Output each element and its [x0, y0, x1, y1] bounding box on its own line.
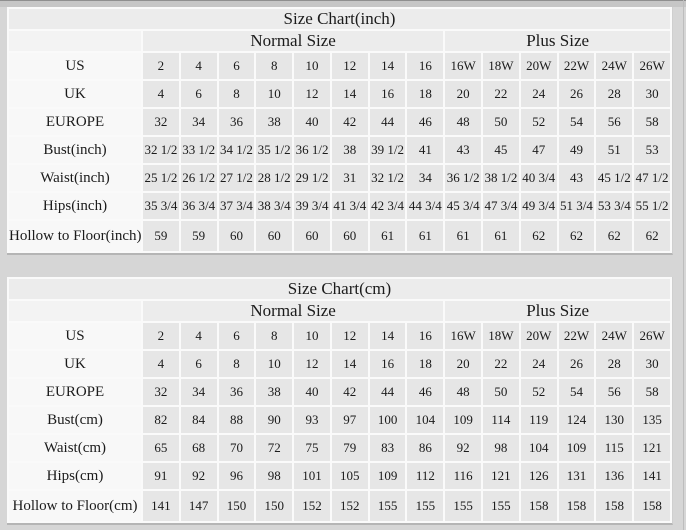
size-value-cell: 24W: [596, 323, 632, 349]
size-value-cell: 60: [219, 221, 255, 251]
size-value-cell: 34: [181, 379, 217, 405]
size-value-cell: 100: [370, 407, 406, 433]
table-row: [9, 81, 670, 107]
size-value-cell: 92: [445, 435, 481, 461]
size-value-cell: 53: [634, 137, 670, 163]
column-group-row: [9, 31, 670, 51]
size-value-cell: 104: [521, 435, 557, 461]
size-value-cell: 91: [143, 463, 179, 489]
size-value-cell: 92: [181, 463, 217, 489]
size-value-cell: 45: [483, 137, 519, 163]
size-value-cell: 8: [219, 81, 255, 107]
size-value-cell: 42 3/4: [370, 193, 406, 219]
size-value-cell: 121: [634, 435, 670, 461]
size-value-cell: 36: [219, 109, 255, 135]
size-value-cell: 150: [256, 491, 292, 521]
size-value-cell: 25 1/2: [143, 165, 179, 191]
table-title-row: [9, 9, 670, 29]
size-value-cell: 42: [332, 109, 368, 135]
size-value-cell: 79: [332, 435, 368, 461]
row-label: EUROPE: [9, 379, 141, 405]
size-value-cell: 62: [521, 221, 557, 251]
size-value-cell: 18W: [483, 53, 519, 79]
size-value-cell: 20W: [521, 323, 557, 349]
size-value-cell: 158: [559, 491, 595, 521]
size-value-cell: 53 3/4: [596, 193, 632, 219]
table-row: [9, 407, 670, 433]
table-row: [9, 351, 670, 377]
size-value-cell: 33 1/2: [181, 137, 217, 163]
size-value-cell: 141: [634, 463, 670, 489]
size-value-cell: 52: [521, 379, 557, 405]
size-value-cell: 18W: [483, 323, 519, 349]
size-value-cell: 98: [256, 463, 292, 489]
size-value-cell: 141: [143, 491, 179, 521]
size-value-cell: 60: [294, 221, 330, 251]
table-title: Size Chart(inch): [9, 9, 670, 29]
size-value-cell: 135: [634, 407, 670, 433]
size-value-cell: 109: [370, 463, 406, 489]
size-value-cell: 16: [370, 351, 406, 377]
size-value-cell: 41: [407, 137, 443, 163]
size-value-cell: 16W: [445, 323, 481, 349]
size-value-cell: 90: [256, 407, 292, 433]
size-value-cell: 26: [559, 351, 595, 377]
table-row: [9, 165, 670, 191]
size-value-cell: 16: [370, 81, 406, 107]
size-value-cell: 4: [143, 351, 179, 377]
size-value-cell: 16: [407, 53, 443, 79]
size-value-cell: 12: [294, 351, 330, 377]
size-value-cell: 47 1/2: [634, 165, 670, 191]
table-row: [9, 53, 670, 79]
size-value-cell: 8: [256, 53, 292, 79]
size-value-cell: 62: [634, 221, 670, 251]
size-value-cell: 10: [294, 323, 330, 349]
size-value-cell: 49 3/4: [521, 193, 557, 219]
size-value-cell: 30: [634, 351, 670, 377]
size-value-cell: 158: [521, 491, 557, 521]
size-value-cell: 50: [483, 109, 519, 135]
size-value-cell: 12: [332, 53, 368, 79]
size-value-cell: 49: [559, 137, 595, 163]
size-value-cell: 109: [445, 407, 481, 433]
size-value-cell: 51 3/4: [559, 193, 595, 219]
size-value-cell: 46: [407, 379, 443, 405]
row-label: UK: [9, 351, 141, 377]
size-value-cell: 104: [407, 407, 443, 433]
size-value-cell: 152: [332, 491, 368, 521]
table-row: [9, 435, 670, 461]
size-value-cell: 61: [370, 221, 406, 251]
size-value-cell: 40: [294, 109, 330, 135]
size-chart-cm-table: [7, 277, 679, 525]
size-value-cell: 34: [407, 165, 443, 191]
size-value-cell: 155: [445, 491, 481, 521]
size-value-cell: 10: [256, 351, 292, 377]
size-value-cell: 116: [445, 463, 481, 489]
size-value-cell: 6: [219, 323, 255, 349]
row-label: Hips(cm): [9, 463, 141, 489]
column-group-header: Normal Size: [143, 31, 443, 51]
size-value-cell: 35 3/4: [143, 193, 179, 219]
size-value-cell: 28 1/2: [256, 165, 292, 191]
size-value-cell: 14: [332, 81, 368, 107]
size-value-cell: 22: [483, 81, 519, 107]
size-value-cell: 14: [332, 351, 368, 377]
size-value-cell: 48: [445, 379, 481, 405]
size-table: [7, 7, 673, 255]
size-value-cell: 83: [370, 435, 406, 461]
row-label: Bust(inch): [9, 137, 141, 163]
size-value-cell: 20: [445, 351, 481, 377]
size-value-cell: 2: [143, 53, 179, 79]
size-value-cell: 6: [181, 81, 217, 107]
size-value-cell: 4: [181, 53, 217, 79]
size-value-cell: 101: [294, 463, 330, 489]
size-value-cell: 62: [559, 221, 595, 251]
size-value-cell: 72: [256, 435, 292, 461]
row-label: Hips(inch): [9, 193, 141, 219]
row-label: US: [9, 323, 141, 349]
size-value-cell: 152: [294, 491, 330, 521]
size-value-cell: 20W: [521, 53, 557, 79]
size-value-cell: 43: [445, 137, 481, 163]
size-value-cell: 65: [143, 435, 179, 461]
size-value-cell: 42: [332, 379, 368, 405]
size-value-cell: 68: [181, 435, 217, 461]
size-value-cell: 44: [370, 379, 406, 405]
size-value-cell: 8: [219, 351, 255, 377]
size-value-cell: 96: [219, 463, 255, 489]
size-value-cell: 155: [407, 491, 443, 521]
size-value-cell: 16: [407, 323, 443, 349]
size-value-cell: 6: [181, 351, 217, 377]
size-value-cell: 109: [559, 435, 595, 461]
size-value-cell: 36 1/2: [294, 137, 330, 163]
size-table: [7, 277, 673, 525]
size-value-cell: 158: [634, 491, 670, 521]
table-title-row: [9, 279, 670, 299]
size-value-cell: 158: [596, 491, 632, 521]
size-value-cell: 61: [445, 221, 481, 251]
size-value-cell: 62: [596, 221, 632, 251]
size-value-cell: 26: [559, 81, 595, 107]
size-value-cell: 136: [596, 463, 632, 489]
size-value-cell: 43: [559, 165, 595, 191]
size-value-cell: 84: [181, 407, 217, 433]
column-group-row: [9, 301, 670, 321]
size-value-cell: 36: [219, 379, 255, 405]
table-row: [9, 137, 670, 163]
size-value-cell: 16W: [445, 53, 481, 79]
size-value-cell: 40 3/4: [521, 165, 557, 191]
size-value-cell: 14: [370, 323, 406, 349]
row-label: Bust(cm): [9, 407, 141, 433]
table-row: [9, 323, 670, 349]
row-label: Waist(inch): [9, 165, 141, 191]
size-value-cell: 39 1/2: [370, 137, 406, 163]
size-value-cell: 45 1/2: [596, 165, 632, 191]
table-row: [9, 463, 670, 489]
size-value-cell: 26 1/2: [181, 165, 217, 191]
row-label: US: [9, 53, 141, 79]
size-value-cell: 56: [596, 109, 632, 135]
size-value-cell: 24: [521, 351, 557, 377]
size-value-cell: 34: [181, 109, 217, 135]
size-value-cell: 20: [445, 81, 481, 107]
row-label: Hollow to Floor(inch): [9, 221, 141, 251]
size-value-cell: 37 3/4: [219, 193, 255, 219]
size-value-cell: 50: [483, 379, 519, 405]
size-value-cell: 54: [559, 109, 595, 135]
size-value-cell: 36 1/2: [445, 165, 481, 191]
page-top-edge: [0, 0, 686, 7]
size-value-cell: 32: [143, 109, 179, 135]
table-row: [9, 193, 670, 219]
size-value-cell: 34 1/2: [219, 137, 255, 163]
size-value-cell: 32: [143, 379, 179, 405]
size-value-cell: 130: [596, 407, 632, 433]
size-value-cell: 48: [445, 109, 481, 135]
size-value-cell: 58: [634, 109, 670, 135]
size-value-cell: 59: [143, 221, 179, 251]
size-value-cell: 39 3/4: [294, 193, 330, 219]
size-value-cell: 60: [256, 221, 292, 251]
size-value-cell: 61: [407, 221, 443, 251]
size-value-cell: 6: [219, 53, 255, 79]
size-value-cell: 75: [294, 435, 330, 461]
size-value-cell: 147: [181, 491, 217, 521]
size-value-cell: 70: [219, 435, 255, 461]
size-value-cell: 8: [256, 323, 292, 349]
size-value-cell: 22W: [559, 323, 595, 349]
size-value-cell: 54: [559, 379, 595, 405]
size-value-cell: 28: [596, 351, 632, 377]
size-chart-inch-table: [7, 7, 679, 255]
column-group-header: Plus Size: [445, 301, 670, 321]
size-value-cell: 105: [332, 463, 368, 489]
size-value-cell: 38: [332, 137, 368, 163]
row-label: Hollow to Floor(cm): [9, 491, 141, 521]
size-value-cell: 28: [596, 81, 632, 107]
column-group-header: Normal Size: [143, 301, 443, 321]
size-value-cell: 24W: [596, 53, 632, 79]
size-value-cell: 12: [294, 81, 330, 107]
size-value-cell: 40: [294, 379, 330, 405]
size-value-cell: 22: [483, 351, 519, 377]
table-row: [9, 491, 670, 521]
size-value-cell: 114: [483, 407, 519, 433]
size-value-cell: 46: [407, 109, 443, 135]
size-value-cell: 150: [219, 491, 255, 521]
size-value-cell: 36 3/4: [181, 193, 217, 219]
table-title: Size Chart(cm): [9, 279, 670, 299]
size-value-cell: 98: [483, 435, 519, 461]
size-value-cell: 44 3/4: [407, 193, 443, 219]
size-value-cell: 38: [256, 379, 292, 405]
size-value-cell: 32 1/2: [370, 165, 406, 191]
size-value-cell: 38 1/2: [483, 165, 519, 191]
size-value-cell: 59: [181, 221, 217, 251]
size-value-cell: 35 1/2: [256, 137, 292, 163]
corner-cell: [9, 31, 141, 51]
row-label: EUROPE: [9, 109, 141, 135]
size-value-cell: 41 3/4: [332, 193, 368, 219]
size-value-cell: 119: [521, 407, 557, 433]
size-value-cell: 4: [181, 323, 217, 349]
size-value-cell: 38: [256, 109, 292, 135]
size-value-cell: 56: [596, 379, 632, 405]
size-value-cell: 97: [332, 407, 368, 433]
size-value-cell: 47 3/4: [483, 193, 519, 219]
row-label: UK: [9, 81, 141, 107]
corner-cell: [9, 301, 141, 321]
row-label: Waist(cm): [9, 435, 141, 461]
size-value-cell: 18: [407, 351, 443, 377]
size-value-cell: 58: [634, 379, 670, 405]
size-value-cell: 131: [559, 463, 595, 489]
size-value-cell: 82: [143, 407, 179, 433]
size-value-cell: 32 1/2: [143, 137, 179, 163]
size-value-cell: 88: [219, 407, 255, 433]
size-value-cell: 115: [596, 435, 632, 461]
table-row: [9, 221, 670, 251]
size-value-cell: 12: [332, 323, 368, 349]
table-row: [9, 109, 670, 135]
size-value-cell: 112: [407, 463, 443, 489]
size-value-cell: 27 1/2: [219, 165, 255, 191]
size-value-cell: 126: [521, 463, 557, 489]
size-value-cell: 26W: [634, 323, 670, 349]
size-value-cell: 4: [143, 81, 179, 107]
size-value-cell: 26W: [634, 53, 670, 79]
size-value-cell: 52: [521, 109, 557, 135]
size-value-cell: 30: [634, 81, 670, 107]
size-value-cell: 2: [143, 323, 179, 349]
size-value-cell: 86: [407, 435, 443, 461]
size-value-cell: 124: [559, 407, 595, 433]
size-value-cell: 93: [294, 407, 330, 433]
size-value-cell: 51: [596, 137, 632, 163]
size-value-cell: 31: [332, 165, 368, 191]
size-value-cell: 22W: [559, 53, 595, 79]
size-value-cell: 44: [370, 109, 406, 135]
size-value-cell: 155: [483, 491, 519, 521]
size-value-cell: 18: [407, 81, 443, 107]
size-value-cell: 38 3/4: [256, 193, 292, 219]
size-value-cell: 47: [521, 137, 557, 163]
size-value-cell: 29 1/2: [294, 165, 330, 191]
size-value-cell: 10: [256, 81, 292, 107]
size-value-cell: 61: [483, 221, 519, 251]
size-value-cell: 45 3/4: [445, 193, 481, 219]
size-value-cell: 55 1/2: [634, 193, 670, 219]
page-right-edge: [683, 0, 684, 530]
size-value-cell: 121: [483, 463, 519, 489]
size-value-cell: 24: [521, 81, 557, 107]
size-value-cell: 60: [332, 221, 368, 251]
size-chart-image: [7, 7, 679, 525]
column-group-header: Plus Size: [445, 31, 670, 51]
size-value-cell: 155: [370, 491, 406, 521]
size-value-cell: 10: [294, 53, 330, 79]
table-row: [9, 379, 670, 405]
size-value-cell: 14: [370, 53, 406, 79]
